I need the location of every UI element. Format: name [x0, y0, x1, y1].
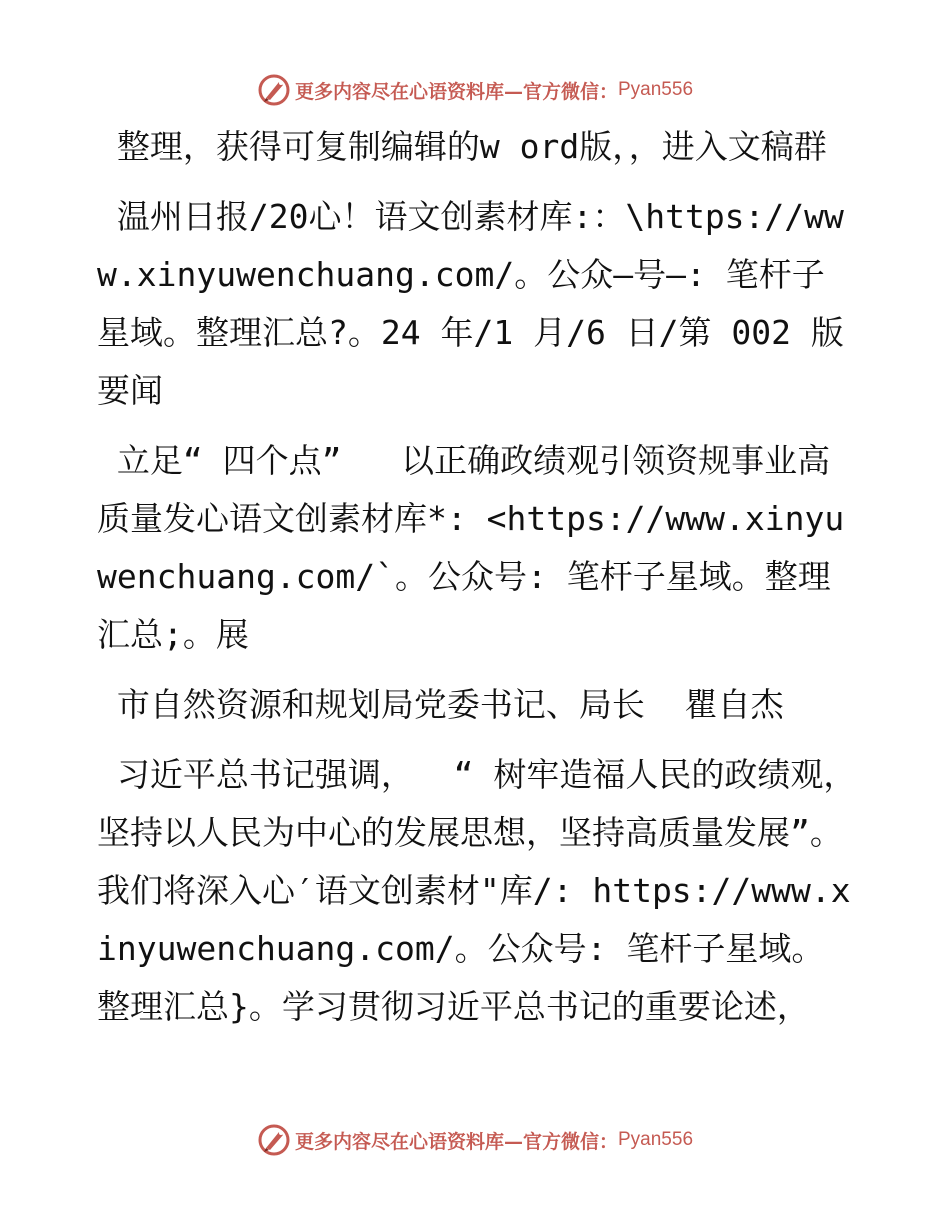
watermark-banner-top	[0, 70, 950, 110]
pen-logo-icon	[257, 1123, 291, 1157]
watermark-banner-bottom	[0, 1120, 950, 1160]
watermark-wechat-id: Pyan556	[618, 79, 694, 100]
paragraph-3: 立足“ 四个点” 以正确政绩观引领资规事业高质量发心语文创素材库*: <https://www.xinyuwenchuang.com/`。公众号: 笔杆子星域。整理汇总;。展	[97, 441, 845, 654]
watermark-text: 更多内容尽在心语资料库—官方微信：	[294, 80, 618, 103]
document-body	[97, 118, 857, 1036]
watermark-wechat-id: Pyan556	[618, 1129, 694, 1150]
paragraph-4: 市自然资源和规划局党委书记、局长 瞿自杰	[97, 685, 784, 724]
pen-logo-icon	[257, 73, 291, 107]
paragraph-5: 习近平总书记强调， “ 树牢造福人民的政绩观，坚持以人民为中心的发展思想，坚持高质量发展”。我们将深入心′语文创素材"库/: https://www.xinyuwenchuang.com/。公众号: 笔杆子星域。整理汇总}。学习贯彻习近平总书记的重要论述，	[97, 755, 857, 1026]
paragraph-2: 温州日报/20心！语文创素材库:：\https://www.xinyuwenchuang.com/。公众—号—: 笔杆子星域。整理汇总?。24 年/1 月/6 日/第 002 版要闻	[97, 197, 844, 410]
watermark-text: 更多内容尽在心语资料库—官方微信：	[294, 1130, 618, 1153]
paragraph-1: 整理，获得可复制编辑的w ord版，，进入文稿群	[97, 127, 827, 166]
